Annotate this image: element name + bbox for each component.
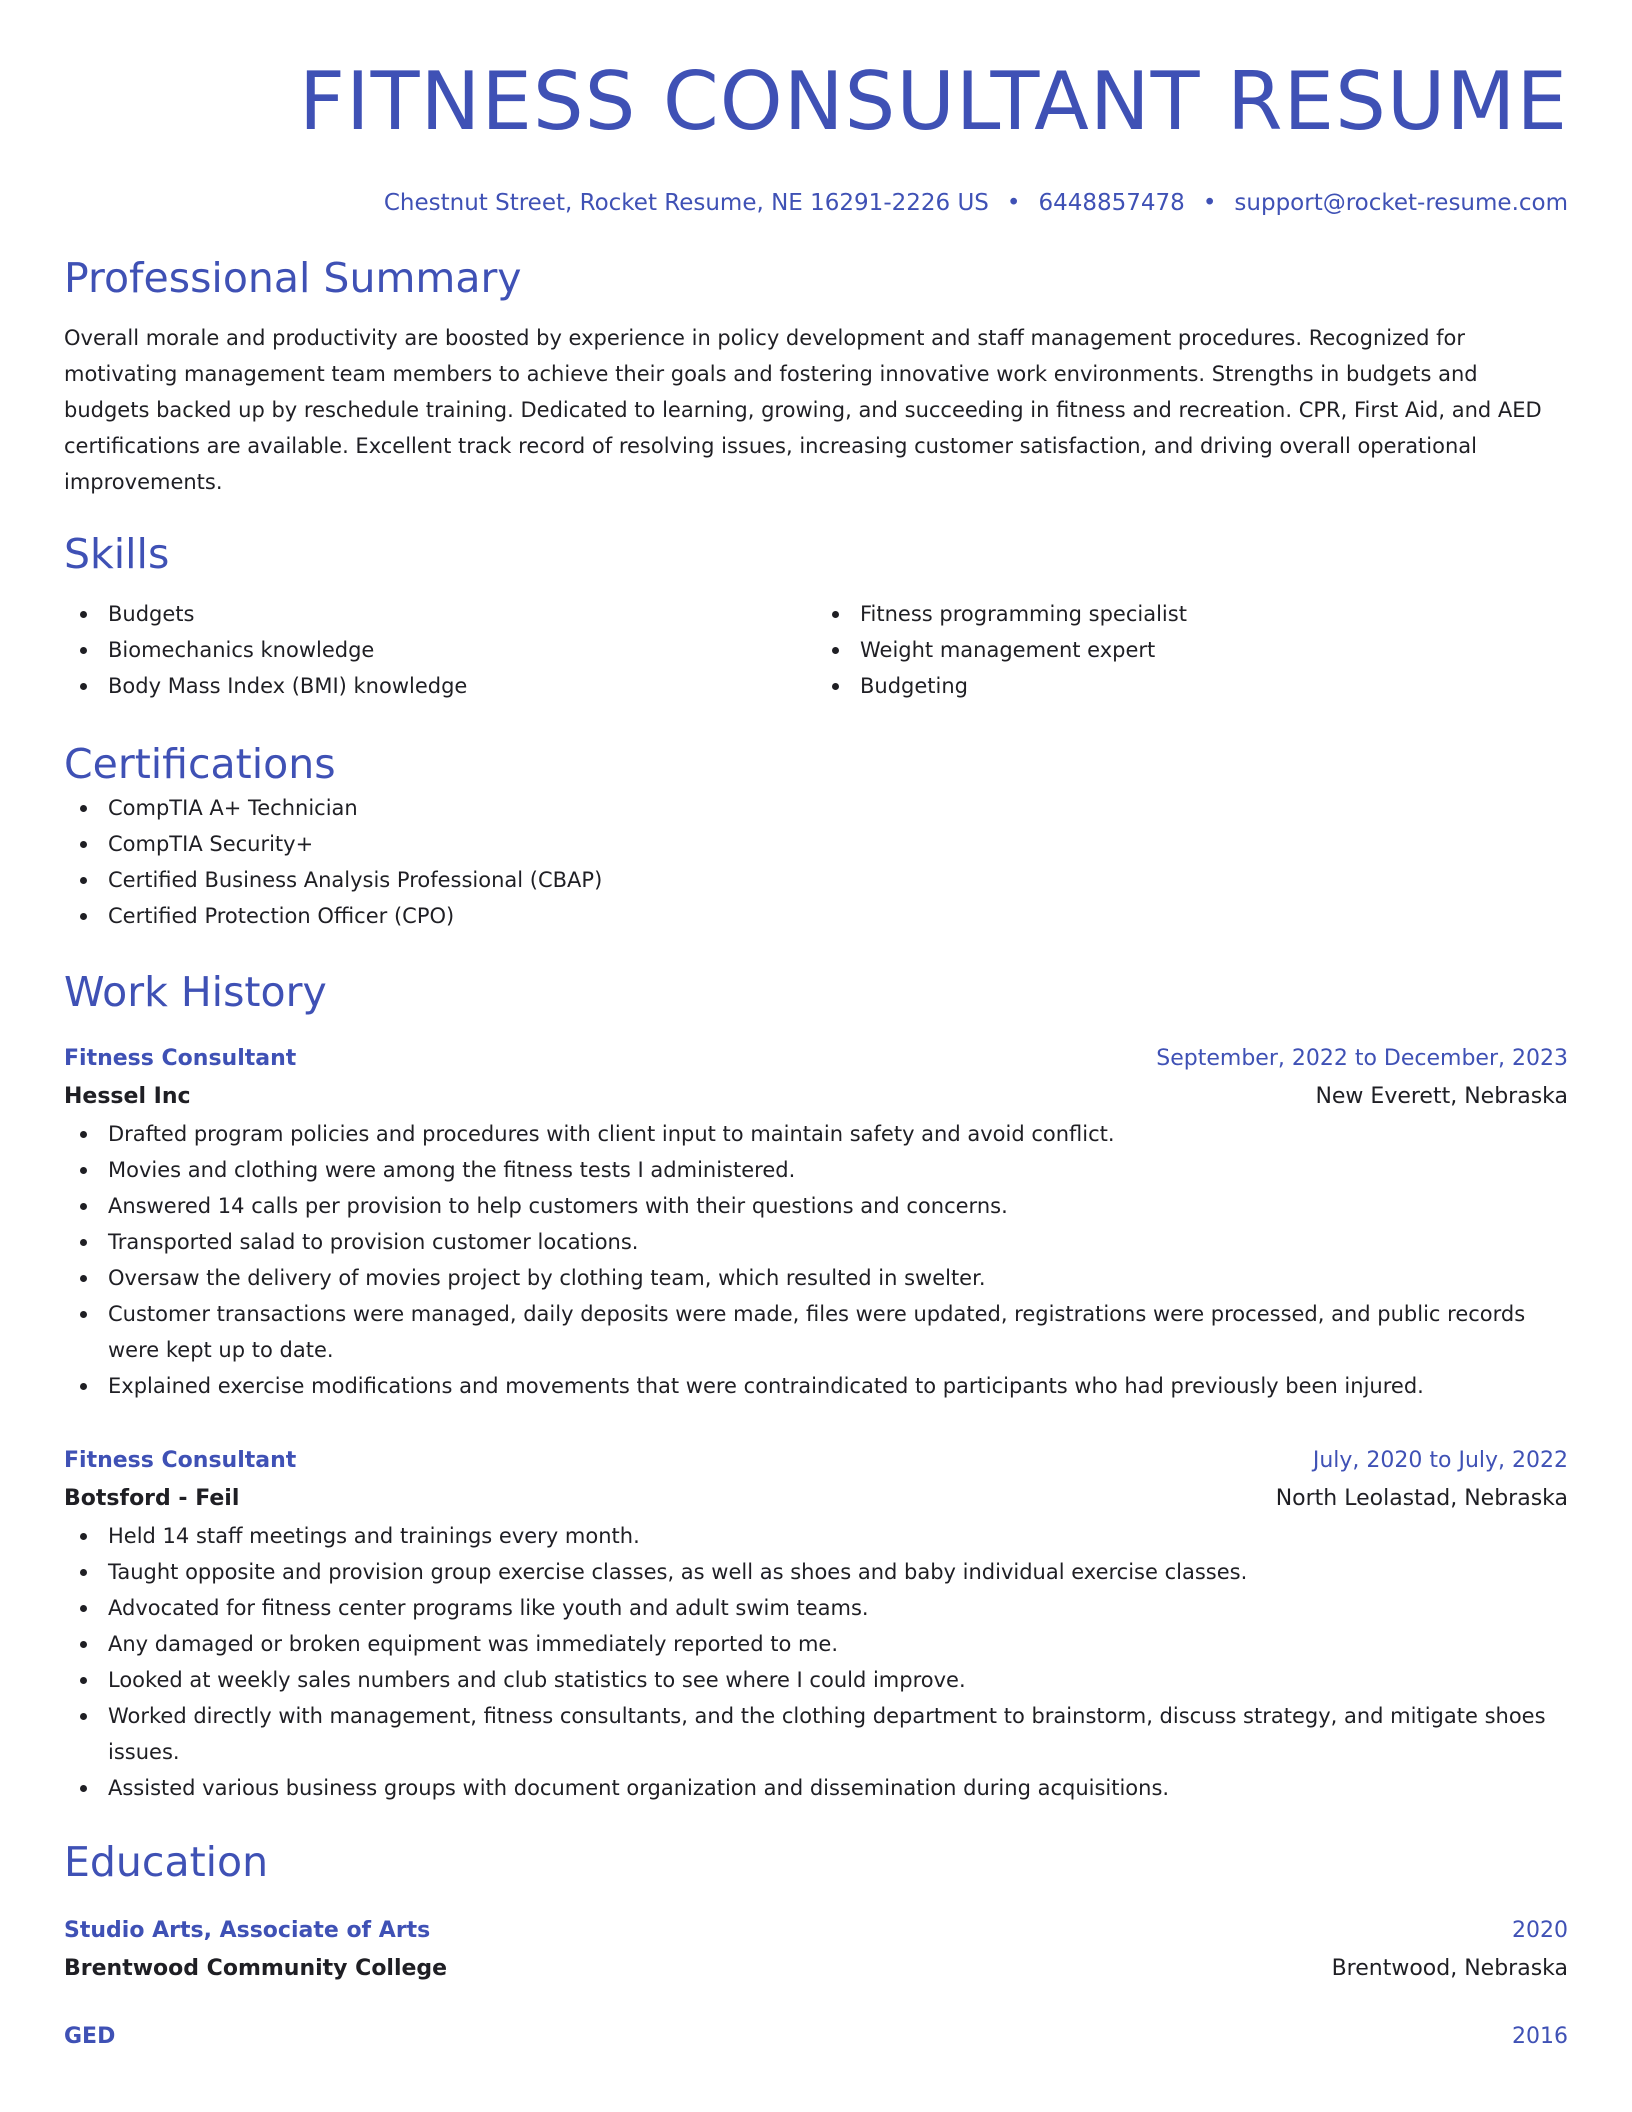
job-bullet: Movies and clothing were among the fitness tests I administered. <box>64 1152 1568 1188</box>
skills-column-left <box>64 596 816 704</box>
education-school: Brentwood Community College <box>64 1956 448 1981</box>
job-company: Botsford - Feil <box>64 1486 240 1511</box>
contact-address: Chestnut Street, Rocket Resume, NE 16291-2226 US <box>383 190 989 216</box>
certification-item: Certified Business Analysis Professional (CBAP) <box>64 862 1568 898</box>
job-bullet: Advocated for fitness center programs like youth and adult swim teams. <box>64 1590 1568 1626</box>
job-entry <box>64 1442 1568 1806</box>
contact-line <box>64 188 1568 218</box>
summary-text: Overall morale and productivity are boosted by experience in policy development and staff management procedures. Recognized for motivating management team members to achieve their goals and fostering innovative work environments. Strengths in budgets and budgets backed up by reschedule training. Dedicated to learning, growing, and succeeding in fitness and recreation. CPR, First Aid, and AED certifications are available. Excellent track record of resolving issues, increasing customer satisfaction, and driving overall operational improvements. <box>64 326 1542 494</box>
resume-header <box>64 54 1568 218</box>
education-degree: GED <box>64 2024 116 2049</box>
education-entry <box>64 1912 1568 1988</box>
education-school-row <box>64 1950 1568 1988</box>
job-bullet: Oversaw the delivery of movies project by clothing team, which resulted in swelter. <box>64 1260 1568 1296</box>
skill-item: Budgets <box>64 596 816 632</box>
job-bullet: Worked directly with management, fitness consultants, and the clothing department to brainstorm, discuss strategy, and mitigate shoes issues. <box>64 1698 1568 1770</box>
job-entry <box>64 1040 1568 1404</box>
job-dates: September, 2022 to December, 2023 <box>1156 1046 1568 1071</box>
education-degree: Studio Arts, Associate of Arts <box>64 1918 431 1943</box>
education-header-row <box>64 2018 1568 2056</box>
skill-item: Budgeting <box>816 668 1568 704</box>
job-location: New Everett, Nebraska <box>1315 1084 1568 1109</box>
section-title-work-history: Work History <box>64 968 327 1016</box>
job-title: Fitness Consultant <box>64 1046 297 1071</box>
skills-grid <box>64 596 1568 704</box>
education-location: Brentwood, Nebraska <box>1331 1956 1568 1981</box>
job-bullets <box>64 1518 1568 1806</box>
job-bullet: Transported salad to provision customer locations. <box>64 1224 1568 1260</box>
section-title-summary: Professional Summary <box>64 254 522 302</box>
section-title-education: Education <box>64 1838 269 1886</box>
skills-column-right <box>816 596 1568 704</box>
section-title-certifications: Certifications <box>64 740 336 788</box>
contact-email[interactable]: support@rocket-resume.com <box>1234 190 1568 216</box>
job-bullet: Drafted program policies and procedures with client input to maintain safety and avoid conflict. <box>64 1116 1568 1152</box>
job-dates: July, 2020 to July, 2022 <box>1312 1448 1568 1473</box>
certifications-list <box>64 790 1568 934</box>
job-title: Fitness Consultant <box>64 1448 297 1473</box>
job-company: Hessel Inc <box>64 1084 191 1109</box>
certification-item: CompTIA Security+ <box>64 826 1568 862</box>
resume-title: FITNESS CONSULTANT RESUME <box>299 55 1568 148</box>
job-header-row <box>64 1040 1568 1078</box>
contact-separator: • <box>1202 190 1217 216</box>
job-location: North Leolastad, Nebraska <box>1275 1486 1568 1511</box>
skills-list-left <box>64 596 816 704</box>
education-entry <box>64 2018 1568 2056</box>
education-year: 2016 <box>1512 2024 1568 2049</box>
job-company-row <box>64 1480 1568 1518</box>
job-bullets <box>64 1116 1568 1404</box>
contact-phone: 6448857478 <box>1038 190 1185 216</box>
job-header-row <box>64 1442 1568 1480</box>
education-header-row <box>64 1912 1568 1950</box>
skill-item: Fitness programming specialist <box>816 596 1568 632</box>
skill-item: Weight management expert <box>816 632 1568 668</box>
skill-item: Body Mass Index (BMI) knowledge <box>64 668 816 704</box>
job-company-row <box>64 1078 1568 1116</box>
job-bullet: Held 14 staff meetings and trainings every month. <box>64 1518 1568 1554</box>
job-bullet: Any damaged or broken equipment was immediately reported to me. <box>64 1626 1568 1662</box>
job-bullet: Assisted various business groups with document organization and dissemination during acquisitions. <box>64 1770 1568 1806</box>
skill-item: Biomechanics knowledge <box>64 632 816 668</box>
job-bullet: Explained exercise modifications and movements that were contraindicated to participants who had previously been injured. <box>64 1368 1568 1404</box>
skills-list-right <box>816 596 1568 704</box>
job-bullet: Looked at weekly sales numbers and club statistics to see where I could improve. <box>64 1662 1568 1698</box>
job-bullet: Answered 14 calls per provision to help customers with their questions and concerns. <box>64 1188 1568 1224</box>
job-bullet: Customer transactions were managed, daily deposits were made, files were updated, registrations were processed, and public records were kept up to date. <box>64 1296 1568 1368</box>
section-title-skills: Skills <box>64 530 170 578</box>
certification-item: Certified Protection Officer (CPO) <box>64 898 1568 934</box>
contact-separator: • <box>1006 190 1021 216</box>
job-bullet: Taught opposite and provision group exercise classes, as well as shoes and baby individual exercise classes. <box>64 1554 1568 1590</box>
education-year: 2020 <box>1512 1918 1568 1943</box>
certification-item: CompTIA A+ Technician <box>64 790 1568 826</box>
